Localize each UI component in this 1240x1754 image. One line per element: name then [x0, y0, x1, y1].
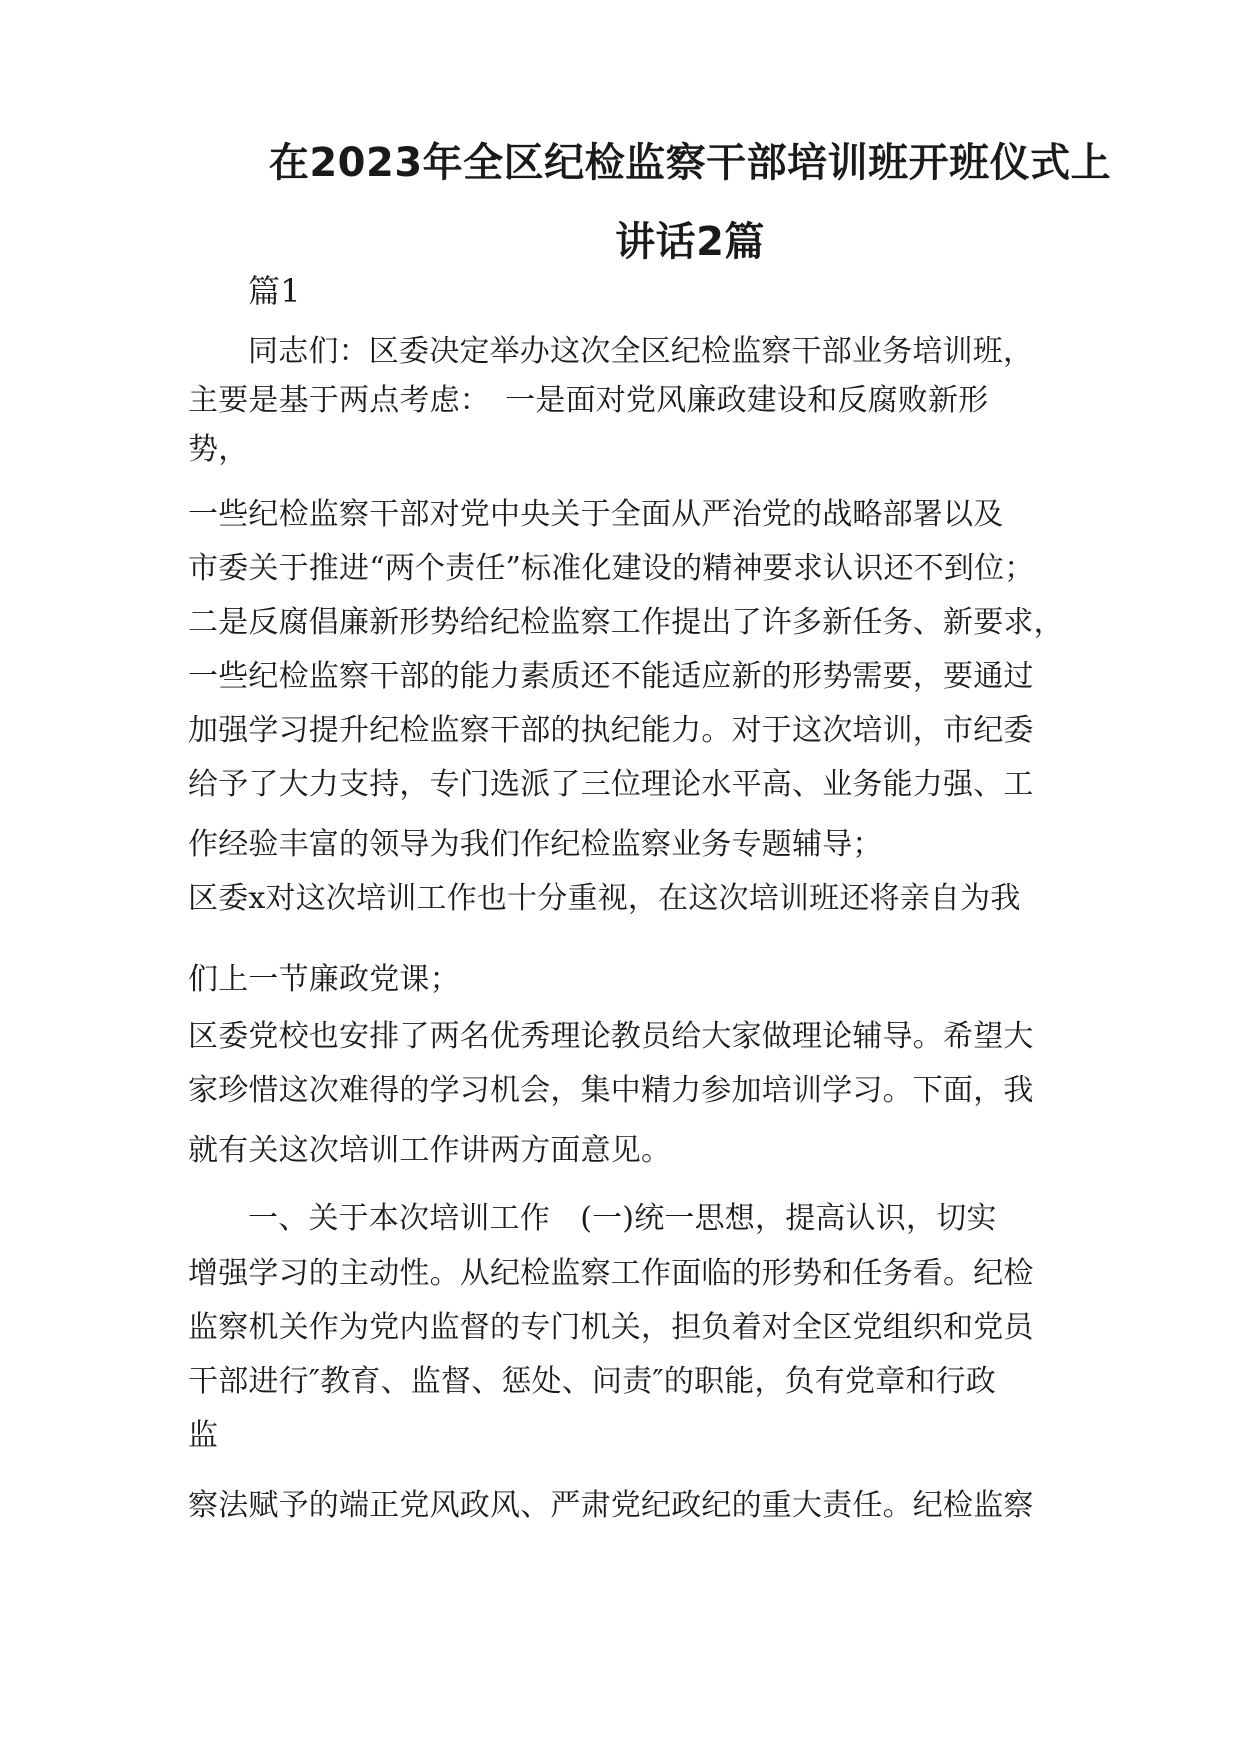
paragraph-line: 家珍惜这次难得的学习机会，集中精力参加培训学习。下面，我	[188, 1073, 1034, 1108]
paragraph-line: 察法赋予的端正党风政风、严肃党纪政纪的重大责任。纪检监察	[188, 1488, 1034, 1523]
paragraph-line: 给予了大力支持，专门选派了三位理论水平高、业务能力强、工	[188, 767, 1034, 802]
paragraph-line: 同志们：区委决定举办这次全区纪检监察干部业务培训班，	[248, 334, 1034, 369]
paragraph-line: 区委x对这次培训工作也十分重视，在这次培训班还将亲自为我	[188, 881, 1021, 916]
paragraph-line: 一些纪检监察干部对党中央关于全面从严治党的战略部署以及	[188, 497, 1004, 532]
document-title-line-2: 讲话2篇	[615, 219, 765, 265]
paragraph-line: 一些纪检监察干部的能力素质还不能适应新的形势需要，要通过	[188, 659, 1034, 694]
paragraph-line: 监察机关作为党内监督的专门机关，担负着对全区党组织和党员	[188, 1310, 1034, 1345]
paragraph-line: 主要是基于两点考虑： 一是面对党风廉政建设和反腐败新形	[188, 383, 989, 418]
paragraph-line: 势，	[188, 432, 249, 467]
paragraph-line: 二是反腐倡廉新形势给纪检监察工作提出了许多新任务、新要求，	[188, 605, 1064, 640]
paragraph-line: 监	[188, 1418, 219, 1453]
paragraph-line: 就有关这次培训工作讲两方面意见。	[188, 1133, 672, 1168]
document-title-line-1: 在2023年全区纪检监察干部培训班开班仪式上	[268, 140, 1112, 186]
paragraph-line: 作经验丰富的领导为我们作纪检监察业务专题辅导；	[188, 827, 883, 862]
section-label: 篇1	[248, 272, 301, 310]
paragraph-line: 增强学习的主动性。从纪检监察工作面临的形势和任务看。纪检	[188, 1256, 1034, 1291]
paragraph-line: 一、关于本次培训工作 (一)统一思想，提高认识，切实	[248, 1201, 997, 1236]
paragraph-line: 市委关于推进“两个责任”标准化建设的精神要求认识还不到位；	[188, 551, 1035, 586]
paragraph-line: 加强学习提升纪检监察干部的执纪能力。对于这次培训，市纪委	[188, 713, 1034, 748]
paragraph-line: 区委党校也安排了两名优秀理论教员给大家做理论辅导。希望大	[188, 1019, 1034, 1054]
paragraph-line: 们上一节廉政党课；	[188, 962, 460, 997]
paragraph-line: 干部进行″教育、监督、惩处、问责″的职能，负有党章和行政	[188, 1364, 997, 1399]
